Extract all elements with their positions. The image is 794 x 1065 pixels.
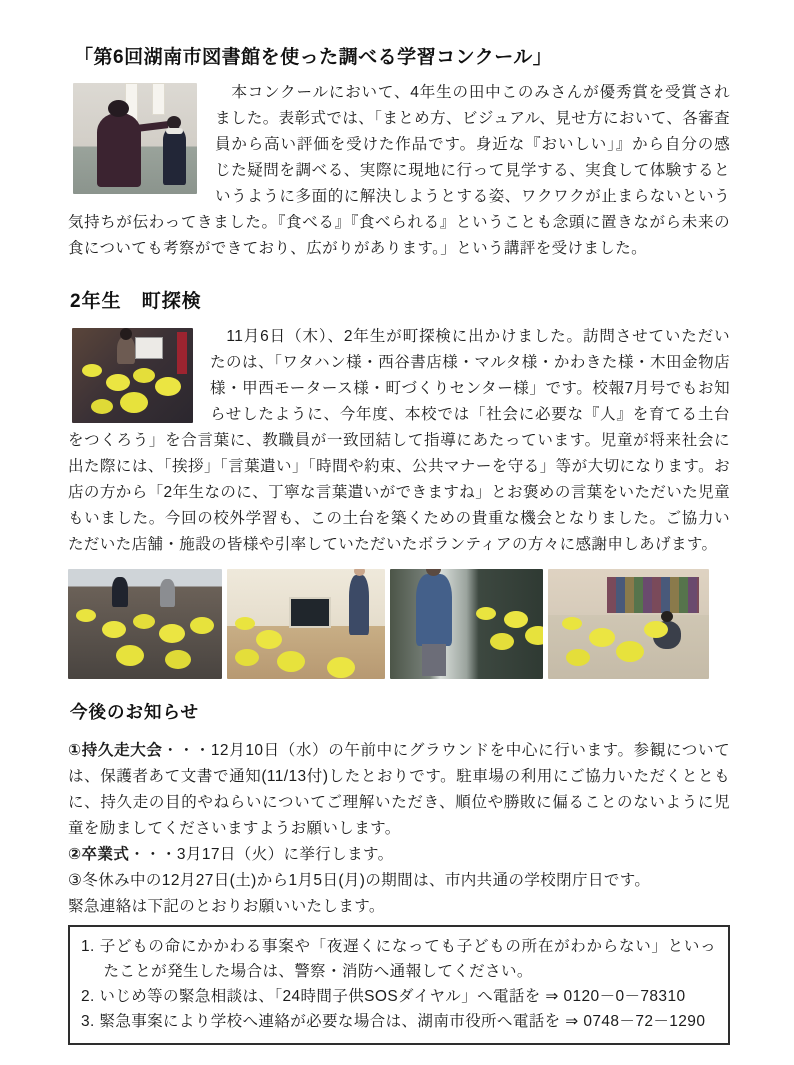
clerk-figure [117,336,135,364]
shopkeeper-figure [160,579,175,607]
speaker-figure [349,575,369,635]
shop-banner [177,332,187,374]
announcement-item-3-text: ③冬休み中の12月27日(土)から1月5日(月)の期間は、市内共通の学校閉庁日です。 [68,872,651,889]
award-ceremony-photo [73,83,197,194]
announcement-item-1-lead: ①持久走大会 [68,742,163,759]
yellow-hats [82,364,102,377]
town-exploration-section [68,324,730,558]
emergency-box-line-3: 3. 緊急事案により学校へ連絡が必要な場合は、湖南市役所へ電話を ⇒ 0748－72－1290 [81,1013,706,1030]
strip-photo-clothing-shop [548,569,709,679]
announcement-item-graduation [68,842,730,868]
shop-owner-figure [416,574,452,646]
section-heading-announcements: 今後のお知らせ [70,702,199,722]
contest-section [68,80,730,262]
wall-banner [152,83,165,115]
strip-photo-tv-room [227,569,385,679]
yellow-hats [76,609,96,622]
clothes-rack [607,577,699,613]
shop-visit-photo [72,328,193,423]
shop-screen [135,337,163,359]
strip-photo-shop-interior [68,569,222,679]
announcement-item-2-text: ・・・3月17日（火）に挙行します。 [129,846,394,863]
emergency-note: 緊急連絡は下記のとおりお願いいたします。 [68,898,385,915]
yellow-hats [562,617,582,630]
announcement-item-endurance-run [68,738,730,842]
strip-photo-storefront [390,569,543,679]
student-figure [163,127,186,185]
contest-paragraph: 本コンクールにおいて、4年生の田中このみさんが優秀賞を受賞されました。表彰式では、「まとめ方、ビジュアル、見せ方において、各審査員から高い評価を受けた作品です。身近な『おいしい」』から自分の感じた疑問を調べる、実際に現地に行って見学する、実食して体験するというように多面的に解決しようとする姿、ワクワクが止まらないという気持ちが伝わってきました。『食べる』『食べられる』ということも念頭に置きながら未来の食についても考察ができており、広がりがあります。」という講評を受けました。 [68,84,730,257]
announcement-item-1-text: ・・・12月10日（水）の午前中にグラウンドを中心に行います。参観については、保護者あて文書で通知(11/13付)したとおりです。駐車場の利用にご協力いただくとともに、持久走の目的やねらいについてご理解いただき、順位や勝敗に偏ることのないように児童を励ましてくださいますようお願いします。 [68,742,730,837]
yellow-hats [476,607,496,620]
photo-strip [68,569,730,679]
presenter-figure [97,113,141,187]
emergency-box-line-2: 2. いじめ等の緊急相談は、「24時間子供SOSダイヤル」へ電話を ⇒ 0120－0－78310 [81,988,686,1005]
town-exploration-paragraph: 11月6日（木）、2年生が町探検に出かけました。訪問させていただいたのは、「ワタハン様・西谷書店様・マルタ様・かわきた様・木田金物店様・甲西モータース様・町づくりセンター様」です。校報7月号でもお知らせしたように、今年度、本校では「社会に必要な『人』を育てる土台をつくろう」を合言葉に、教職員が一致団結して指導にあたっています。児童が将来社会に出た際には、「挨拶」「言葉遣い」「時間や約束、公共マナーを守る」等が大切になります。お店の方から「2年生なのに、丁寧な言葉遣いができますね」とお褒めの言葉をいただいた児童もいました。今回の校外学習も、この土台を築くための貴重な機会となりました。ご協力いただいた店舗・施設の皆様や引率していただいたボランティアの方々に感謝申しあげます。 [68,328,730,553]
emergency-contact-box [68,925,730,1045]
shopkeeper-figure [112,577,128,607]
section-heading-town-exploration: 2年生 町探検 [70,291,202,312]
kneeling-man-figure [653,621,681,649]
announcement-item-winter-closure [68,868,730,894]
announcements-section [68,738,730,1045]
yellow-hats [235,617,255,630]
contest-title: 「第6回湖南市図書館を使った調べる学習コンクール」 [74,47,553,68]
television [289,597,331,628]
announcement-item-2-lead: ②卒業式 [68,846,130,863]
emergency-box-line-1: 1. 子どもの命にかかわる事案や「夜遅くになっても子どもの所在がわからない」といったことが発生した場合は、警察・消防へ通報してください。 [81,938,716,980]
